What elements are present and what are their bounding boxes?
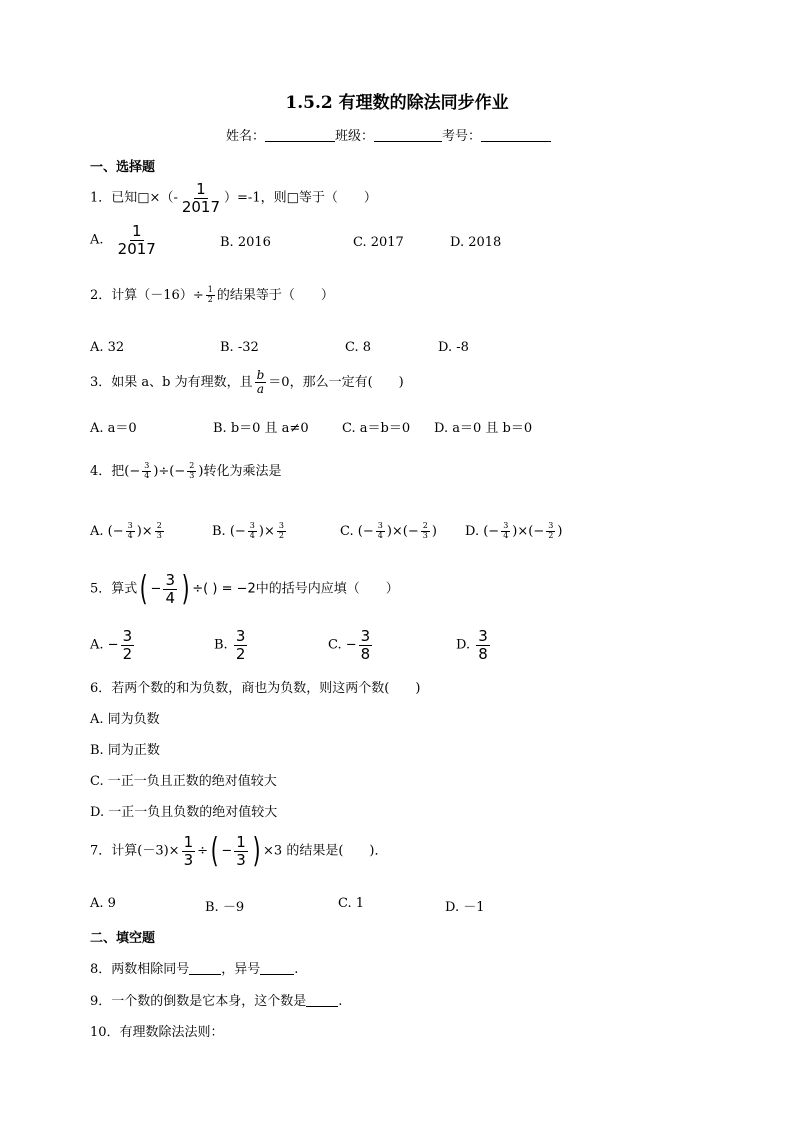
q7-option-b[interactable]: B. －9 [205, 900, 245, 915]
q5-a-numerator: 3 [122, 627, 133, 645]
class-label: 班级： [335, 129, 375, 144]
q7-paren-left: ( [210, 831, 219, 871]
q6-option-a[interactable]: A. 同为负数 [90, 712, 160, 727]
q3-suffix: ＝0，那么一定有( ) [268, 375, 404, 391]
q6-option-c[interactable]: C. 一正一负且正数的绝对值较大 [90, 774, 277, 789]
q2-option-c[interactable]: C. 8 [345, 340, 372, 355]
q4-c-frac2-denominator: 3 [422, 530, 428, 540]
q5-a-fraction [121, 628, 135, 662]
q4-b-op: )× [258, 523, 275, 539]
q4-d-frac2-numerator: 3 [548, 521, 554, 530]
q1-a-numerator: 1 [131, 222, 142, 240]
question-8 [90, 958, 298, 977]
q4-b-frac1-denominator: 4 [249, 530, 255, 540]
q4-a-op: )× [136, 523, 153, 539]
q4-d-frac2-denominator: 2 [548, 530, 554, 540]
q4-b-open: (− [229, 523, 246, 539]
q5-option-d[interactable] [456, 628, 492, 662]
q4-option-c[interactable] [340, 522, 437, 541]
q7-option-d[interactable]: D. －1 [445, 900, 485, 915]
q4-suffix: 转化为乘法是 [203, 464, 282, 479]
q8-blank-1[interactable] [189, 960, 221, 975]
q5-b-numerator: 3 [235, 627, 246, 645]
q3-option-a[interactable]: A. a＝0 [90, 421, 137, 436]
q7-divide: ÷ [197, 843, 209, 859]
name-blank[interactable] [265, 127, 335, 142]
q4-b-frac2-denominator: 2 [278, 530, 284, 540]
exam-no-label: 考号： [442, 129, 482, 144]
q5-minus: − [150, 581, 162, 597]
question-1 [90, 181, 377, 215]
q5-frac-denominator: 4 [165, 588, 175, 607]
q5-fraction [163, 572, 177, 606]
q5-c-fraction [359, 628, 373, 662]
q2-frac-denominator: 2 [207, 295, 213, 304]
q1-frac-denominator: 2017 [181, 197, 221, 216]
q1-option-b[interactable]: B. 2016 [220, 235, 271, 250]
q5-option-c[interactable] [328, 628, 374, 662]
q9-text-a: 9．一个数的倒数是它本身，这个数是 [90, 994, 307, 1009]
q7-frac2-denominator: 3 [236, 850, 246, 869]
q4-b-label: B. [212, 523, 226, 539]
question-5 [90, 569, 399, 609]
q5-b-label: B. [214, 637, 228, 653]
q4-c-open: (− [357, 523, 374, 539]
q4-b-frac-1 [248, 522, 257, 541]
q1-a-label: A. [90, 232, 104, 248]
q1-prefix: 1．已知□×（- [90, 190, 178, 206]
q3-option-c[interactable]: C. a＝b＝0 [342, 421, 411, 436]
name-label: 姓名： [226, 129, 266, 144]
q5-d-denominator: 8 [478, 644, 488, 663]
q7-frac2-numerator: 1 [236, 833, 246, 851]
q4-c-frac1-numerator: 3 [377, 521, 383, 530]
q5-a-sign: − [107, 637, 119, 653]
q4-fraction-1 [142, 462, 151, 481]
q7-suffix: ×3 的结果是( )． [263, 843, 388, 859]
q3-prefix: 3．如果 a、b 为有理数，且 [90, 375, 253, 391]
page-title: 1.5.2 有理数的除法同步作业 [285, 93, 509, 113]
q8-text-a: 8．两数相除同号 [90, 962, 190, 977]
q5-c-label: C. [328, 637, 342, 653]
q4-c-label: C. [340, 523, 354, 539]
q5-suffix: 中的括号内应填（ ） [255, 581, 399, 597]
q1-frac-numerator: 1 [196, 180, 206, 198]
q5-b-denominator: 2 [235, 644, 246, 663]
q1-option-d[interactable]: D. 2018 [450, 235, 502, 250]
q4-a-frac1-denominator: 4 [127, 530, 133, 540]
q4-c-frac2-numerator: 2 [422, 521, 428, 530]
question-4 [90, 460, 281, 481]
q6-option-d[interactable]: D. 一正一负且负数的绝对值较大 [90, 805, 278, 820]
q1-option-c[interactable]: C. 2017 [353, 235, 404, 250]
q4-close: ) [198, 464, 204, 479]
q4-d-label: D. [465, 523, 480, 539]
q4-a-frac-1 [126, 522, 135, 541]
q7-frac1-numerator: 1 [183, 833, 194, 851]
q5-paren-right: ) [181, 569, 190, 609]
q7-minus: − [221, 843, 233, 859]
q4-d-frac1-denominator: 4 [503, 530, 509, 540]
q1-fraction [180, 181, 222, 215]
q5-frac-numerator: 3 [165, 571, 175, 589]
q2-fraction [206, 286, 215, 305]
q2-option-b[interactable]: B. -32 [220, 340, 259, 355]
q7-prefix: 7．计算(－3)× [90, 843, 180, 859]
question-6: 6．若两个数的和为负数，商也为负数，则这两个数( ) [90, 681, 421, 696]
q4-d-frac1-numerator: 3 [503, 521, 509, 530]
q3-fraction [255, 369, 267, 396]
q2-prefix: 2．计算（－16）÷ [90, 288, 204, 303]
question-3 [90, 369, 404, 396]
q7-fraction-2 [234, 834, 248, 868]
q5-c-sign: − [345, 637, 357, 653]
exam-no-blank[interactable] [481, 127, 551, 142]
q4-c-close: ) [431, 523, 437, 539]
q4-fraction-2 [187, 462, 196, 481]
q2-option-a[interactable]: A. 32 [90, 340, 125, 355]
q7-paren-right: ) [252, 831, 261, 871]
q1-a-denominator: 2017 [117, 239, 156, 258]
q5-a-denominator: 2 [122, 644, 133, 663]
q5-prefix: 5．算式 [90, 581, 138, 597]
q1-a-fraction [116, 223, 158, 257]
q5-middle: ÷( ) = −2 [192, 581, 256, 597]
q4-frac2-denominator: 3 [189, 471, 195, 480]
q9-blank[interactable] [306, 992, 338, 1007]
q4-open: (− [124, 464, 141, 479]
q8-text-b: ，异号 [221, 962, 261, 977]
q5-c-denominator: 8 [360, 644, 371, 663]
q7-frac1-denominator: 3 [183, 850, 194, 869]
q4-prefix: 4．把 [90, 464, 125, 479]
q4-d-frac-1 [501, 522, 510, 541]
q4-a-frac1-numerator: 3 [127, 521, 133, 530]
q4-c-op: )×(− [386, 523, 419, 539]
q4-frac2-numerator: 2 [189, 461, 195, 471]
q4-d-close: ) [557, 523, 563, 539]
q5-b-fraction [234, 628, 248, 662]
q4-a-frac2-numerator: 2 [156, 521, 162, 530]
q3-frac-denominator: a [256, 382, 265, 397]
q2-option-d[interactable]: D. -8 [438, 340, 469, 355]
q3-option-b[interactable]: B. b＝0 且 a≠0 [213, 421, 309, 436]
q5-d-fraction [476, 628, 490, 662]
q4-b-frac2-numerator: 3 [278, 521, 284, 530]
q9-text-b: . [338, 994, 343, 1009]
q5-option-a[interactable] [90, 628, 136, 662]
q4-option-d[interactable] [465, 522, 562, 541]
q1-option-a[interactable] [90, 223, 160, 257]
section-choice-heading: 一、选择题 [90, 160, 156, 175]
q4-a-frac2-denominator: 3 [156, 530, 162, 540]
q4-c-frac-2 [421, 522, 430, 541]
q4-frac1-denominator: 4 [144, 471, 150, 480]
q1-suffix: ）=-1，则□等于（ ） [224, 190, 377, 206]
class-blank[interactable] [374, 127, 442, 142]
q2-suffix: 的结果等于（ ） [216, 288, 334, 303]
q4-option-a[interactable] [90, 522, 166, 541]
q5-a-label: A. [90, 637, 104, 653]
q7-fraction-1 [182, 834, 196, 868]
q4-d-open: (− [483, 523, 500, 539]
q4-frac1-numerator: 3 [144, 461, 150, 471]
q4-a-frac-2 [155, 522, 164, 541]
q7-option-a[interactable]: A. 9 [90, 896, 116, 911]
q4-b-frac-2 [277, 522, 286, 541]
q5-c-numerator: 3 [360, 627, 371, 645]
q4-c-frac1-denominator: 4 [377, 530, 383, 540]
q4-b-frac1-numerator: 3 [249, 521, 255, 530]
q4-a-open: (− [107, 523, 124, 539]
q5-d-label: D. [456, 637, 471, 653]
q4-c-frac-1 [376, 522, 385, 541]
q4-d-op: )×(− [512, 523, 545, 539]
q8-text-c: . [294, 962, 299, 977]
q5-d-numerator: 3 [478, 627, 488, 645]
question-2 [90, 284, 334, 305]
student-info-line [226, 125, 551, 144]
q5-paren-left: ( [139, 569, 148, 609]
q8-blank-2[interactable] [260, 960, 294, 975]
q4-a-label: A. [90, 523, 104, 539]
q5-option-b[interactable] [214, 628, 249, 662]
q4-divide: )÷(− [153, 464, 186, 479]
q7-option-c[interactable]: C. 1 [338, 896, 365, 911]
question-9 [90, 990, 342, 1009]
q4-option-b[interactable] [212, 522, 288, 541]
question-10: 10．有理数除法法则： [90, 1025, 224, 1040]
question-7 [90, 831, 388, 871]
q4-d-frac-2 [546, 522, 555, 541]
q3-frac-numerator: b [256, 368, 265, 382]
q6-option-b[interactable]: B. 同为正数 [90, 743, 160, 758]
q2-frac-numerator: 1 [207, 285, 213, 295]
q3-option-d[interactable]: D. a＝0 且 b＝0 [434, 421, 533, 436]
section-fill-heading: 二、填空题 [90, 931, 156, 946]
